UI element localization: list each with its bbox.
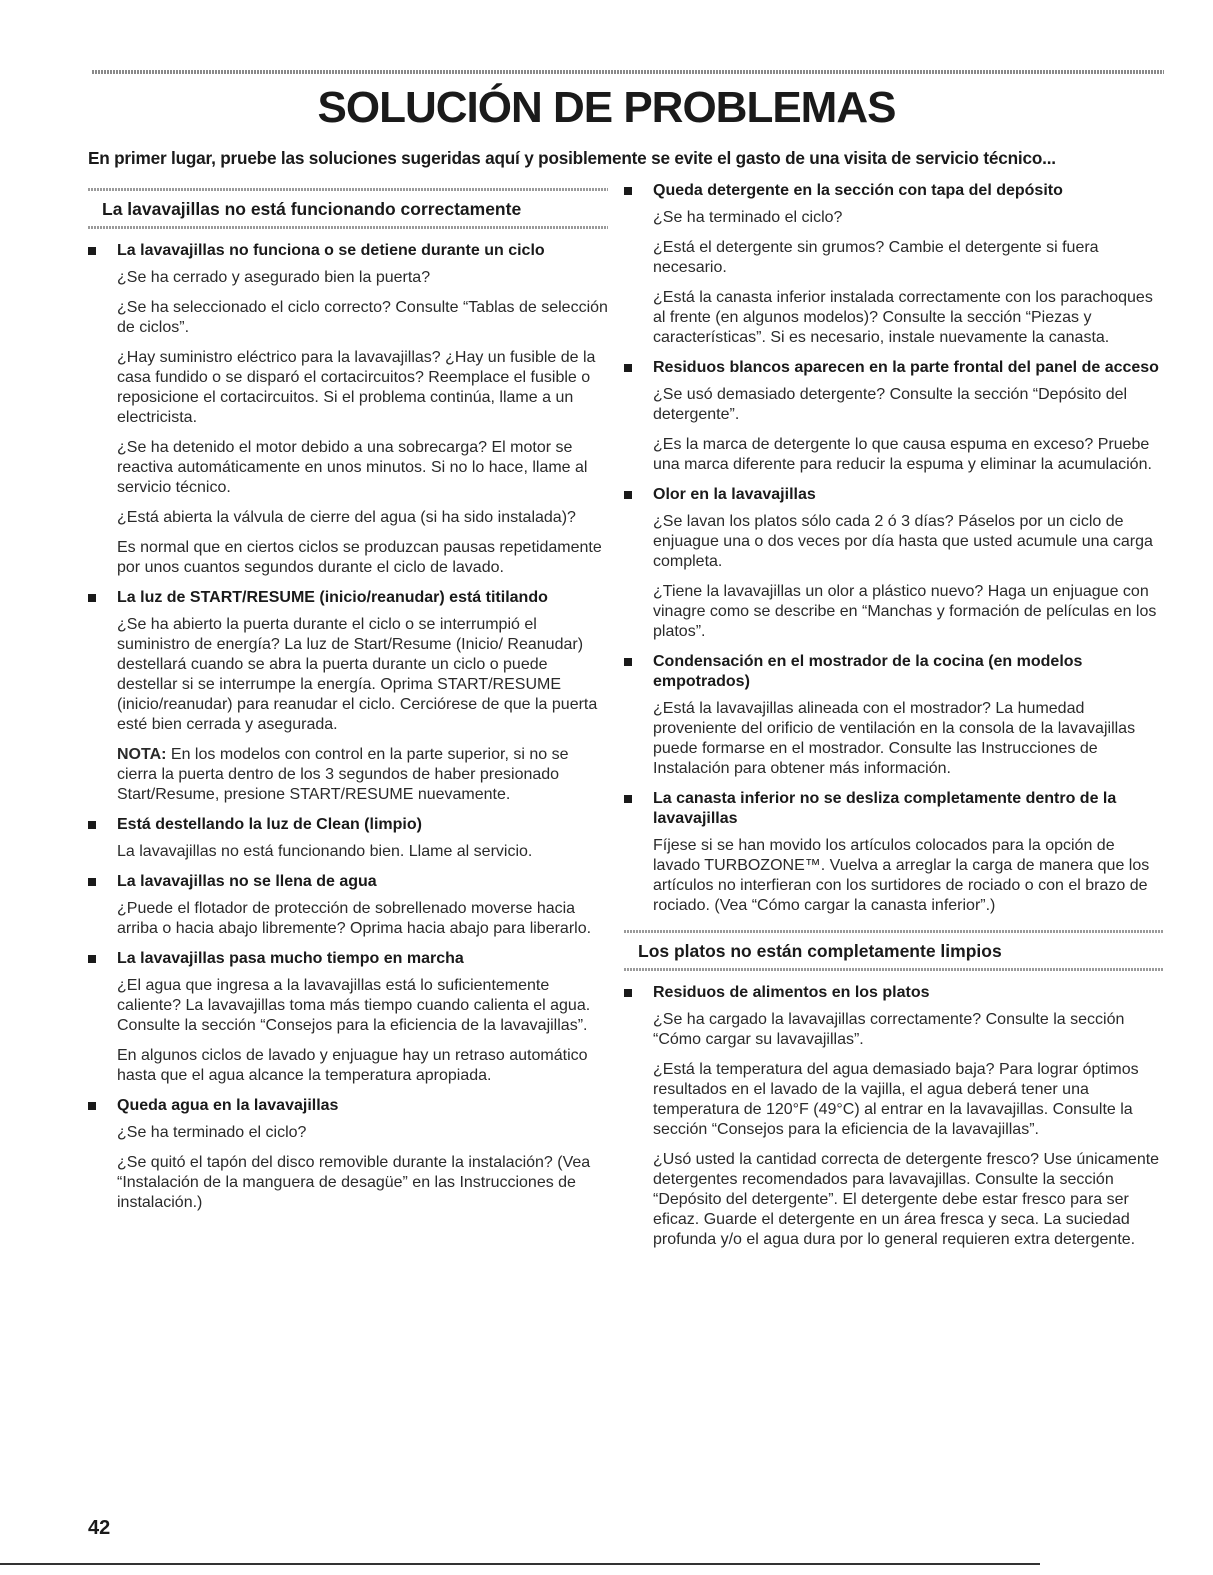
troubleshooting-item: [624, 983, 1164, 1250]
item-heading: La lavavajillas no se llena de agua: [117, 873, 377, 890]
item-paragraph: Fíjese si se han movido los artículos colocados para la opción de lavado TURBOZONE™. Vuelva a arreglar la carga de manera que los artículos no interfieran con los surtidores de rociado o con el brazo de rociado. (Vea “Cómo cargar la canasta inferior”.): [653, 837, 1150, 914]
troubleshooting-item: [88, 588, 608, 805]
item-heading: La canasta inferior no se desliza completamente dentro de la lavavajillas: [653, 790, 1117, 827]
note-paragraph: [117, 745, 608, 805]
item-paragraph: ¿Se ha terminado el ciclo?: [653, 209, 843, 226]
section-heading: Los platos no están completamente limpios: [638, 941, 1002, 961]
bullet-square-icon: [88, 955, 96, 963]
item-paragraph: ¿Se ha seleccionado el ciclo correcto? Consulte “Tablas de selección de ciclos”.: [117, 299, 608, 336]
item-heading: Residuos de alimentos en los platos: [653, 984, 930, 1001]
troubleshooting-item: [88, 949, 608, 1086]
item-heading: Condensación en el mostrador de la cocina (en modelos empotrados): [653, 653, 1083, 690]
item-heading: Residuos blancos aparecen en la parte frontal del panel de acceso: [653, 359, 1159, 376]
item-paragraph: ¿Tiene la lavavajillas un olor a plástico nuevo? Haga un enjuague con vinagre como se describe en “Manchas y formación de películas en los platos”.: [653, 583, 1157, 640]
page-number: 42: [88, 1517, 111, 1539]
item-heading: Queda detergente en la sección con tapa del depósito: [653, 182, 1063, 199]
item-paragraph: La lavavajillas no está funcionando bien. Llame al servicio.: [117, 843, 533, 860]
troubleshooting-item: [624, 358, 1164, 475]
troubleshooting-item: [88, 815, 608, 862]
item-paragraph: ¿Se ha terminado el ciclo?: [117, 1124, 307, 1141]
item-paragraph: ¿Se quitó el tapón del disco removible durante la instalación? (Vea “Instalación de la manguera de desagüe” en las Instrucciones de instalación.): [117, 1154, 591, 1211]
item-paragraph: ¿Está la temperatura del agua demasiado baja? Para lograr óptimos resultados en el lavado de la vajilla, el agua deberá tener una temperatura de 120°F (49°C) al entrar en la lavavajillas. Consulte la sección “Consejos para la eficiencia de la lavavajillas”.: [653, 1061, 1139, 1138]
section-heading-block: [88, 184, 608, 233]
note-text: En los modelos con control en la parte superior, si no se cierra la puerta dentro de los 3 segundos de haber presionado Start/Resume, presione START/RESUME nuevamente.: [117, 746, 569, 803]
left-items: [88, 241, 608, 1213]
troubleshooting-item: [88, 241, 608, 578]
bullet-square-icon: [88, 594, 96, 602]
section-heading: La lavavajillas no está funcionando correctamente: [102, 199, 522, 219]
item-paragraph: ¿Está el detergente sin grumos? Cambie el detergente si fuera necesario.: [653, 239, 1099, 276]
bullet-square-icon: [88, 878, 96, 886]
right-column: [624, 181, 1164, 1260]
troubleshooting-item: [88, 872, 608, 939]
section-rule-bottom: [88, 226, 608, 229]
item-paragraph: ¿Se ha cerrado y asegurado bien la puerta?: [117, 269, 431, 286]
item-paragraph: ¿Se lavan los platos sólo cada 2 ó 3 días? Páselos por un ciclo de enjuague una o dos veces por día hasta que usted acumule una carga completa.: [653, 513, 1153, 570]
item-paragraph: ¿El agua que ingresa a la lavavajillas está lo suficientemente caliente? La lavavajillas toma más tiempo cuando calienta el agua. Consulte la sección “Consejos para la eficiencia de la lavavajillas”.: [117, 977, 591, 1034]
bullet-square-icon: [88, 1102, 96, 1110]
troubleshooting-item: [624, 789, 1164, 916]
item-heading: La lavavajillas no funciona o se detiene durante un ciclo: [117, 242, 545, 259]
item-heading: Está destellando la luz de Clean (limpio): [117, 816, 422, 833]
item-heading: Queda agua en la lavavajillas: [117, 1097, 339, 1114]
troubleshooting-item: [624, 652, 1164, 779]
troubleshooting-item: [624, 181, 1164, 348]
item-paragraph: ¿Está la canasta inferior instalada correctamente con los parachoques al frente (en algunos modelos)? Consulte la sección “Piezas y características”. Si es necesario, instale nuevamente la canasta.: [653, 289, 1153, 346]
bullet-square-icon: [88, 247, 96, 255]
item-paragraph: En algunos ciclos de lavado y enjuague hay un retraso automático hasta que el agua alcance la temperatura apropiada.: [117, 1047, 588, 1084]
note-label: NOTA:: [117, 746, 167, 763]
page-subtitle: En primer lugar, pruebe las soluciones sugeridas aquí y posiblemente se evite el gasto de una visita de servicio técnico...: [88, 148, 1056, 168]
item-heading: La luz de START/RESUME (inicio/reanudar) está titilando: [117, 589, 548, 606]
item-paragraph: ¿Hay suministro eléctrico para la lavavajillas? ¿Hay un fusible de la casa fundido o se disparó el cortacircuitos? Reemplace el fusible o reposicione el cortacircuitos. Si el problema continúa, llame a un electricista.: [117, 349, 596, 426]
right-items-bottom: [624, 983, 1164, 1250]
item-paragraph: ¿Es la marca de detergente lo que causa espuma en exceso? Pruebe una marca diferente para reducir la espuma y eliminar la acumulación.: [653, 436, 1152, 473]
top-dotted-rule: [92, 70, 1164, 74]
item-heading: La lavavajillas pasa mucho tiempo en marcha: [117, 950, 464, 967]
section-heading-block: [624, 926, 1164, 975]
bullet-square-icon: [624, 491, 632, 499]
item-paragraph: ¿Puede el flotador de protección de sobrellenado moverse hacia arriba o hacia abajo libremente? Oprima hacia abajo para liberarlo.: [117, 900, 592, 937]
item-paragraph: ¿Se usó demasiado detergente? Consulte la sección “Depósito del detergente”.: [653, 386, 1128, 423]
bullet-square-icon: [624, 364, 632, 372]
item-paragraph: ¿Se ha detenido el motor debido a una sobrecarga? El motor se reactiva automáticamente en unos minutos. Si no lo hace, llame al servicio técnico.: [117, 439, 588, 496]
item-paragraph: Es normal que en ciertos ciclos se produzcan pausas repetidamente por unos cuantos segundos durante el ciclo de lavado.: [117, 539, 602, 576]
item-paragraph: ¿Se ha cargado la lavavajillas correctamente? Consulte la sección “Cómo cargar su lavavajillas”.: [653, 1011, 1125, 1048]
right-items-top: [624, 181, 1164, 916]
item-paragraph: ¿Usó usted la cantidad correcta de detergente fresco? Use únicamente detergentes recomendados para lavavajillas. Consulte la sección “Depósito del detergente”. El detergente debe estar fresco para ser eficaz. Guarde el detergente en un área fresca y seca. La suciedad profunda y/o el agua dura por lo general requieren extra detergente.: [653, 1151, 1160, 1248]
item-paragraph: ¿Está la lavavajillas alineada con el mostrador? La humedad proveniente del orificio de ventilación en la consola de la lavavajillas puede formarse en el mostrador. Consulte las Instrucciones de Instalación para obtener más información.: [653, 700, 1136, 777]
left-column: [88, 184, 608, 1223]
bullet-square-icon: [624, 658, 632, 666]
bottom-rule: [0, 1563, 1040, 1565]
section-rule-bottom: [624, 968, 1164, 971]
item-heading: Olor en la lavavajillas: [653, 486, 816, 503]
item-paragraph: ¿Está abierta la válvula de cierre del agua (si ha sido instalada)?: [117, 509, 576, 526]
troubleshooting-item: [624, 485, 1164, 642]
item-paragraph: ¿Se ha abierto la puerta durante el ciclo o se interrumpió el suministro de energía? La luz de Start/Resume (Inicio/ Reanudar) destellará cuando se abra la puerta durante un ciclo o puede destellar si se interrumpe la energía. Oprima START/RESUME (inicio/reanudar) para reanudar el ciclo. Cerciórese de que la puerta esté bien cerrada y asegurada.: [117, 616, 598, 733]
bullet-square-icon: [624, 989, 632, 997]
page-title: SOLUCIÓN DE PROBLEMAS: [317, 83, 896, 132]
bullet-square-icon: [624, 795, 632, 803]
bullet-square-icon: [624, 187, 632, 195]
troubleshooting-item: [88, 1096, 608, 1213]
bullet-square-icon: [88, 821, 96, 829]
